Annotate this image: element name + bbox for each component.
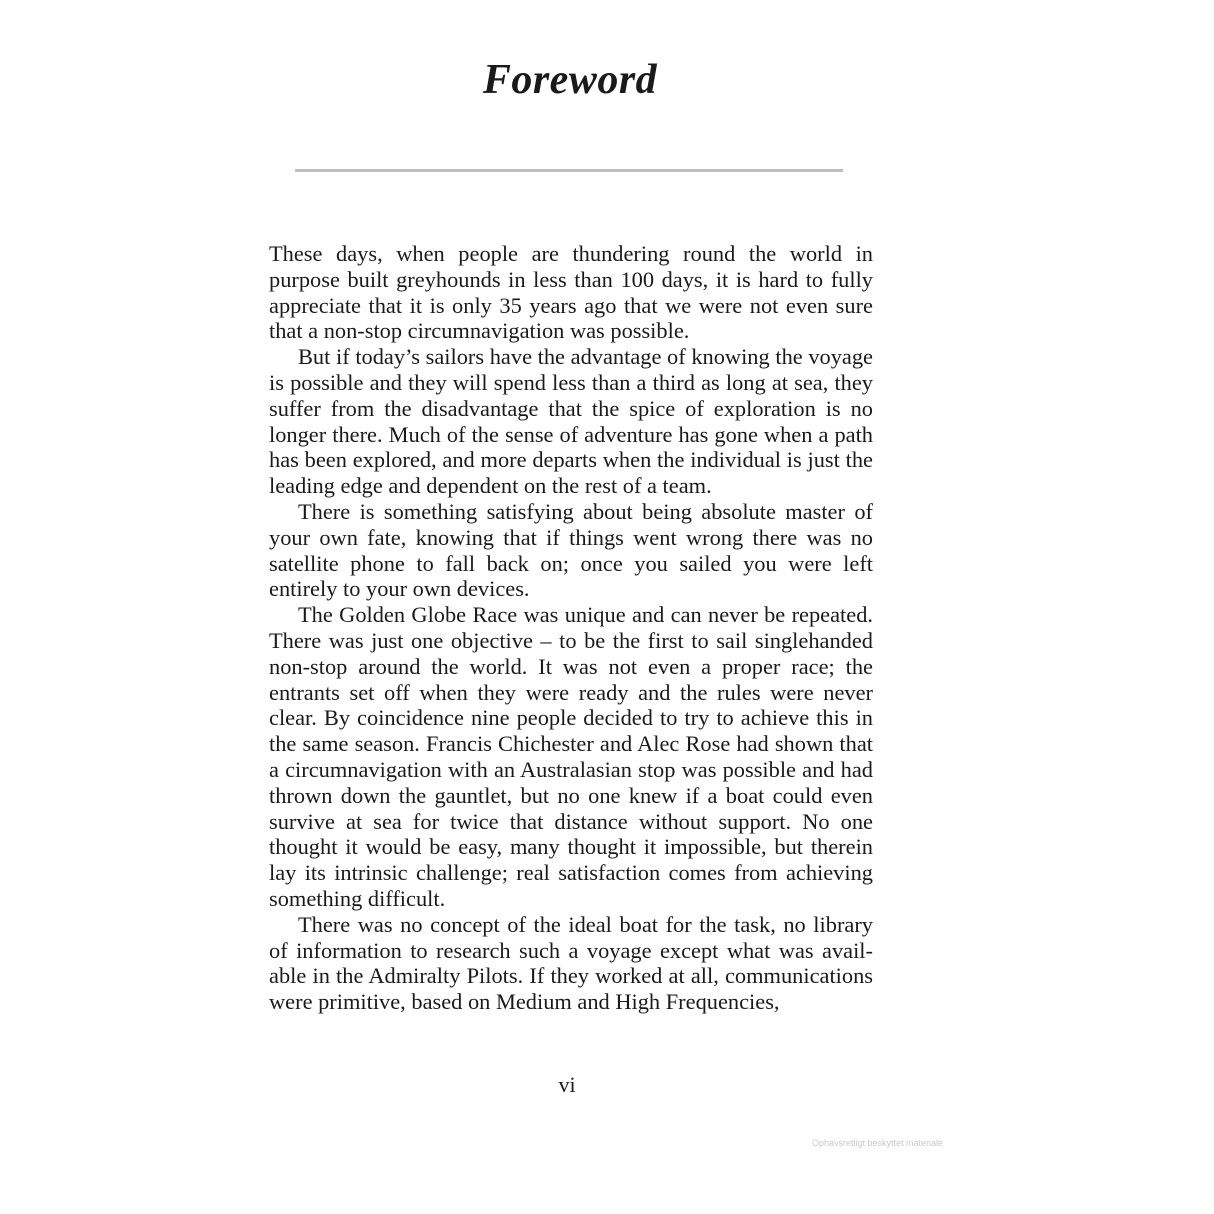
paragraph-3: There is something satisfying about being absolute master of your own fate, knowing that if things went wrong there was no satellite phone to fall back on; once you sailed you were left entirely to your own devices. bbox=[269, 498, 873, 602]
foreword-body bbox=[269, 241, 873, 1015]
paragraph-2: But if today’s sailors have the advantage of knowing the voyage is possible and they will spend less than a third as long at sea, they suffer from the disadvantage that the spice of exploration is no longer there. Much of the sense of adventure has gone when a path has been explored, and more departs when the individual is just the leading edge and dependent on the rest of a team. bbox=[269, 344, 873, 499]
paragraph-4: The Golden Globe Race was unique and can never be repeated. There was just one objective – to be the first to sail singlehanded non-stop around the world. It was not even a proper race; the entrants set off when they were ready and the rules were never clear. By coincidence nine people decided to try to achieve this in the same season. Francis Chichester and Alec Rose had shown that a circumnavigation with an Australasian stop was possible and had thrown down the gauntlet, but no one knew if a boat could even survive at sea for twice that distance without support. No one thought it would be easy, many thought it impossible, but therein lay its intrinsic challenge; real satisfaction comes from achieving something difficult. bbox=[269, 602, 873, 911]
paragraph-1: These days, when people are thundering round the world in purpose built greyhounds in less than 100 days, it is hard to fully appreciate that it is only 35 years ago that we were not even sure that a non-stop circumnavigation was possible. bbox=[269, 241, 873, 344]
copyright-watermark: Ophavsretligt beskyttet materiale bbox=[812, 1138, 944, 1148]
paragraph-5: There was no concept of the ideal boat for the task, no library of information to research such a voyage except what was available in the Admiralty Pilots. If they worked at all, communications were primitive, based on Medium and High Frequencies, bbox=[269, 911, 873, 1015]
title-divider bbox=[295, 169, 843, 172]
page-title: Foreword bbox=[482, 57, 658, 103]
page-number: vi bbox=[558, 1072, 576, 1097]
